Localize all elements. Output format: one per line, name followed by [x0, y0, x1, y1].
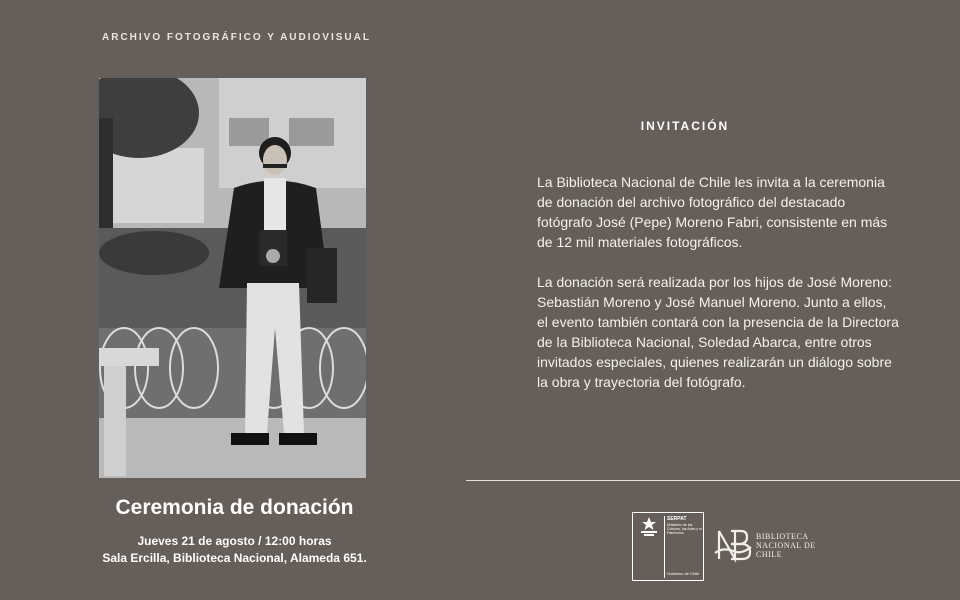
coat-of-arms-icon	[638, 516, 660, 538]
serpat-divider	[664, 516, 665, 578]
event-title: Ceremonia de donación	[115, 496, 354, 519]
divider	[466, 480, 960, 481]
archive-header: ARCHIVO FOTOGRÁFICO Y AUDIOVISUAL	[102, 32, 371, 43]
invitation-paragraph: La donación será realizada por los hijos de José Moreno: Sebastián Moreno y José Manuel Moreno. Junto a ellos, el evento también contará con la presencia de la Directora de la Biblioteca Nacional, Soledad Abarca, entre otros invitados especiales, quienes realizarán un diálogo sobre la obra y trayectoria del fotógrafo.	[537, 274, 899, 390]
invitation-paragraph: La Biblioteca Nacional de Chile les invita a la ceremonia de donación del archivo fotográfico del destacado fotógrafo José (Pepe) Moreno Fabri, consistente en más de 12 mil materiales fotográficos.	[537, 174, 888, 250]
event-date-time: Jueves 21 de agosto / 12:00 horas	[137, 534, 332, 548]
photographer-photo	[99, 78, 366, 478]
biblioteca-monogram-icon	[713, 525, 753, 565]
serpat-logo	[632, 512, 704, 581]
government-label: Gobierno de Chile	[667, 571, 700, 576]
event-location: Sala Ercilla, Biblioteca Nacional, Alameda 651.	[102, 551, 367, 565]
serpat-subtitle: Ministerio de las Culturas, las Artes y el Patrimonio	[667, 523, 702, 535]
invitation-body	[537, 172, 899, 412]
biblioteca-logo-text: BIBLIOTECA NACIONAL DE CHILE	[756, 532, 816, 559]
serpat-name: SERPAT	[667, 516, 687, 522]
invitation-heading: INVITACIÓN	[640, 119, 730, 133]
event-details	[99, 533, 370, 567]
